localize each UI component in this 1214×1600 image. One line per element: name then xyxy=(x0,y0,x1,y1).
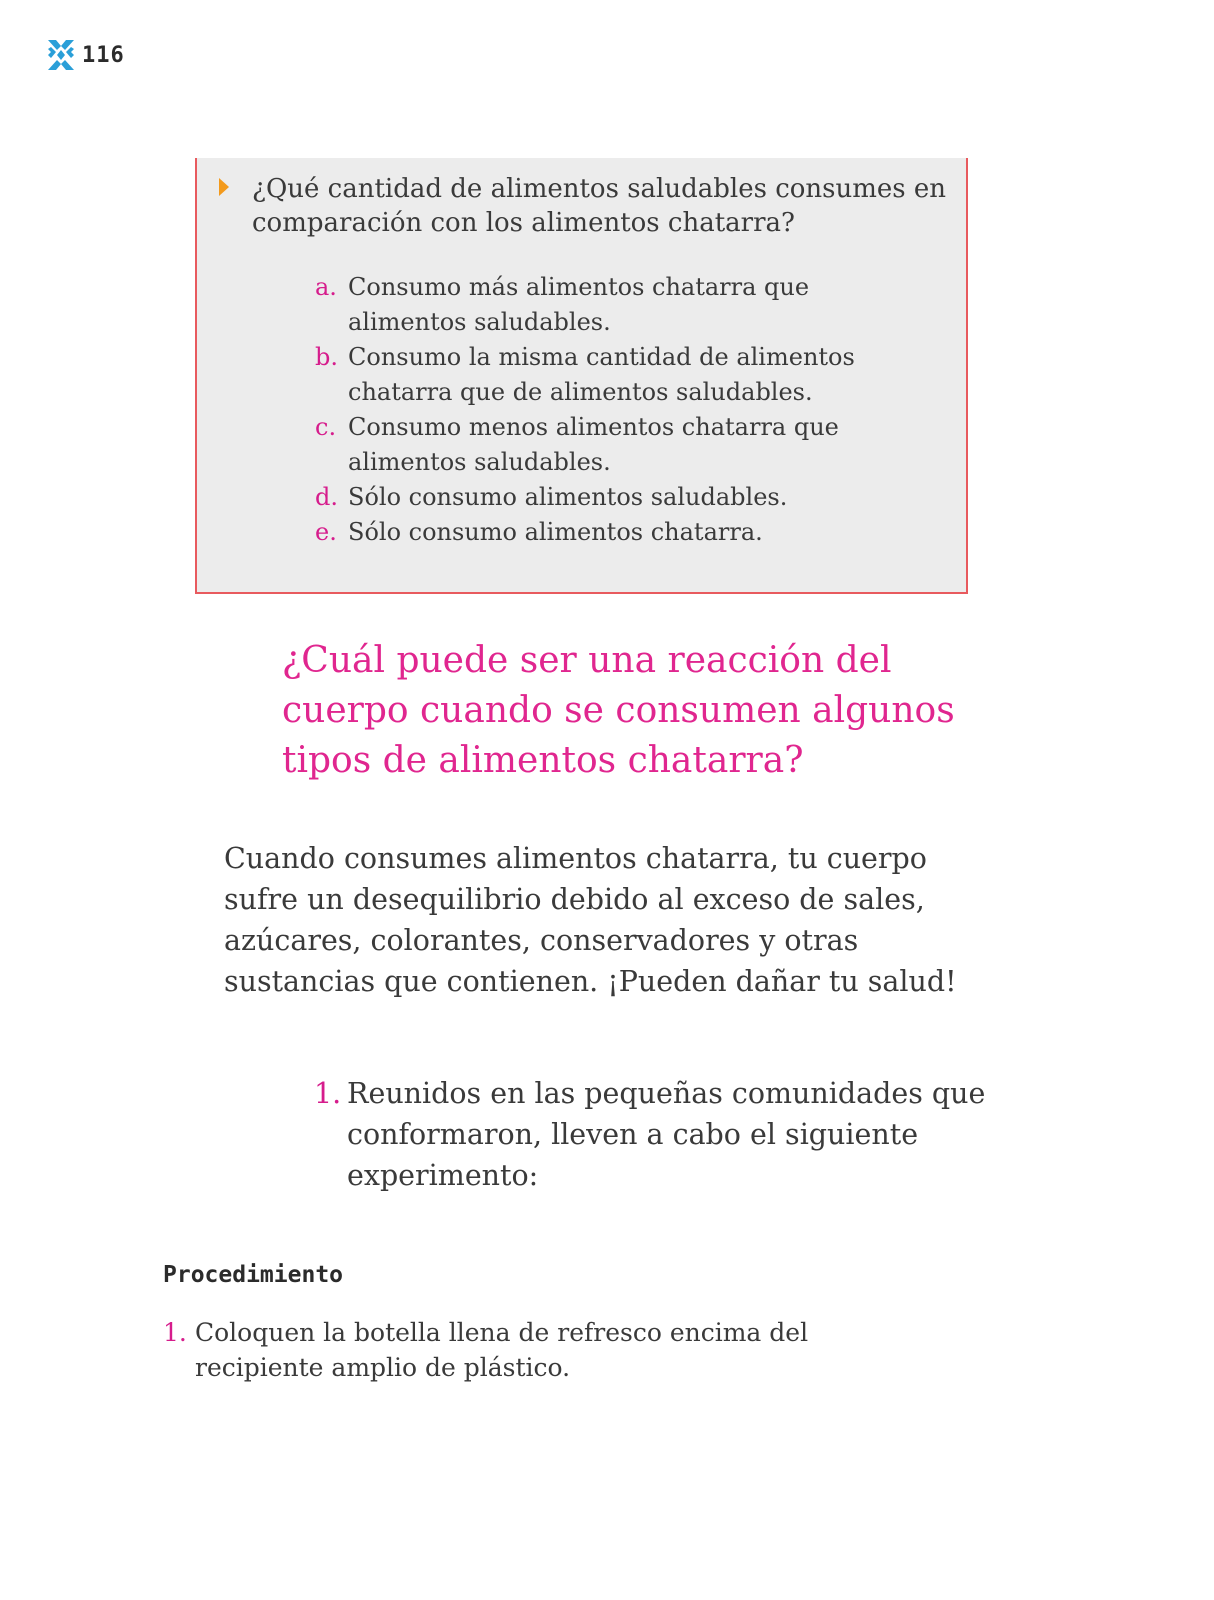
instruction-item xyxy=(314,1073,987,1196)
option-letter: d. xyxy=(315,483,338,511)
option-text: Sólo consumo alimentos saludables. xyxy=(348,483,788,511)
option-letter: a. xyxy=(315,273,337,301)
procedure-step xyxy=(163,1315,815,1385)
option-letter: c. xyxy=(315,413,337,441)
option-c xyxy=(315,410,915,480)
options-list xyxy=(315,270,915,550)
option-text: Consumo más alimentos chatarra que alimentos saludables. xyxy=(348,273,810,336)
question-text: ¿Qué cantidad de alimentos saludables consumes en comparación con los alimentos chatarra? xyxy=(252,174,947,238)
option-text: Sólo consumo alimentos chatarra. xyxy=(348,518,763,546)
option-d xyxy=(315,480,915,515)
procedure-step-text: Coloquen la botella llena de refresco encima del recipiente amplio de plástico. xyxy=(195,1318,809,1382)
chevron-right-icon xyxy=(219,178,229,196)
option-letter: e. xyxy=(315,518,337,546)
option-a xyxy=(315,270,915,340)
option-letter: b. xyxy=(315,343,338,371)
option-e xyxy=(315,515,915,550)
option-b xyxy=(315,340,915,410)
cross-pattern-icon xyxy=(48,40,74,70)
question-box xyxy=(195,158,968,594)
option-text: Consumo la misma cantidad de alimentos chatarra que de alimentos saludables. xyxy=(348,343,855,406)
option-text: Consumo menos alimentos chatarra que alimentos saludables. xyxy=(348,413,839,476)
procedure-heading: Procedimiento xyxy=(163,1262,344,1288)
body-paragraph: Cuando consumes alimentos chatarra, tu cuerpo sufre un desequilibrio debido al exceso de sales, azúcares, colorantes, conservadores y otras sustancias que contienen. ¡Pueden dañar tu salud! xyxy=(224,842,957,998)
instruction-text: Reunidos en las pequeñas comunidades que conformaron, lleven a cabo el siguiente experimento: xyxy=(347,1077,986,1192)
page-header xyxy=(48,40,125,70)
procedure-step-number: 1. xyxy=(163,1318,187,1347)
section-heading: ¿Cuál puede ser una reacción del cuerpo cuando se consumen algunos tipos de alimentos chatarra? xyxy=(282,640,955,781)
instruction-number: 1. xyxy=(314,1077,342,1110)
page-number: 116 xyxy=(82,42,125,68)
